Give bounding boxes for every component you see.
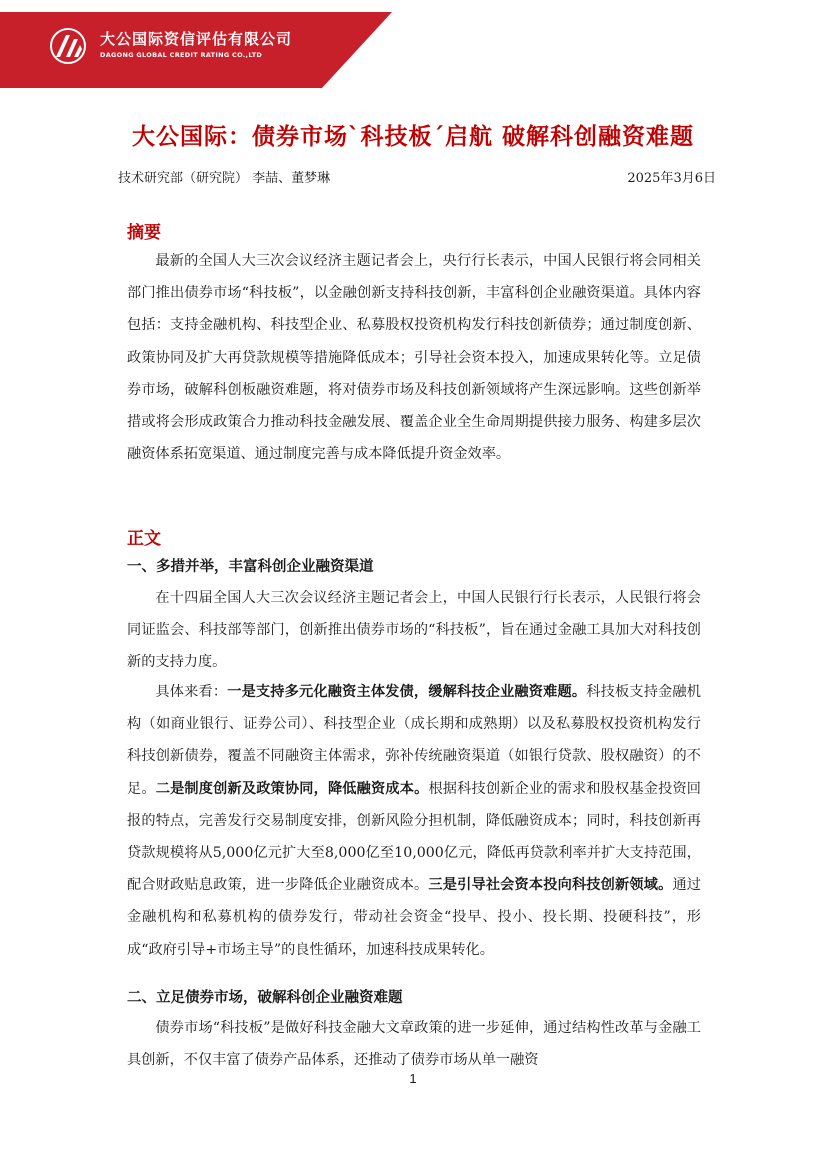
p2-text-3: 通过金融机构和私募机构的债券发行，带动社会资金“投早、投小、投长期、投硬科技”，形成“政府引导+市场主导”的良性循环，加速科技成果转化。 xyxy=(127,877,701,958)
section1-heading: 一、多措并举，丰富科创企业融资渠道 xyxy=(127,559,374,575)
company-name xyxy=(100,28,292,59)
p2-text-2: 根据科技创新企业的需求和股权基金投资回报的特点，完善发行交易制度安排，创新风险分担机制，降低融资成本；同时，科技创新再贷款规模将从5,000亿元扩大至8,000亿至10,000亿元，降低再贷款利率并扩大支持范围，配合财政贴息政策，进一步降低企业融资成本。 xyxy=(127,780,701,894)
section2-heading: 二、立足债券市场，破解科创企业融资难题 xyxy=(127,990,403,1006)
section1-paragraph-1: 在十四届全国人大三次会议经济主题记者会上，中国人民银行行长表示，人民银行将会同证监会、科技部等部门，创新推出债券市场的“科技板”，旨在通过金融工具加大对科技创新的支持力度。 xyxy=(127,590,701,671)
publish-date: 2025年3月6日 xyxy=(627,171,716,186)
company-logo-icon xyxy=(46,27,90,69)
section2-paragraph-1: 债券市场“科技板”是做好科技金融大文章政策的进一步延伸，通过结构性改革与金融工具创新，不仅丰富了债券产品体系，还推动了债券市场从单一融资 xyxy=(127,1020,701,1069)
body-heading: 正文 xyxy=(127,529,161,549)
document-title: 大公国际：债券市场ˋ科技板ˊ启航 破解科创融资难题 xyxy=(131,124,694,150)
p2-text-1: 科技板支持金融机构（如商业银行、证券公司）、科技型企业（成长期和成熟期）以及私募股权投资机构发行科技创新债券，覆盖不同融资主体需求，弥补传统融资渠道（如银行贷款、股权融资）的不足。 xyxy=(127,684,701,797)
byline: 技术研究部（研究院） 李喆、董梦琳 xyxy=(118,171,331,186)
company-name-en: DAGONG GLOBAL CREDIT RATING CO.,LTD xyxy=(100,51,263,59)
page-number: 1 xyxy=(409,1071,417,1086)
p2-point-2: 二是制度创新及政策协同，降低融资成本。 xyxy=(155,780,429,797)
abstract-paragraph: 最新的全国人大三次会议经济主题记者会上，央行行长表示，中国人民银行将会同相关部门推出债券市场“科技板”，以金融创新支持科技创新，丰富科创企业融资渠道。具体内容包括：支持金融机构、科技型企业、私募股权投资机构发行科技创新债券；通过制度创新、政策协同及扩大再贷款规模等措施降低成本；引导社会资本投入，加速成果转化等。立足债券市场，破解科创板融资难题，将对债券市场及科技创新领域将产生深远影响。这些创新举措或将会形成政策合力推动科技金融发展、覆盖企业全生命周期提供接力服务、构建多层次融资体系拓宽渠道、通过制度完善与成本降低提升资金效率。 xyxy=(127,253,701,463)
p2-point-3: 三是引导社会资本投向科技创新领域。 xyxy=(428,877,673,894)
section1-paragraph-2 xyxy=(127,676,701,966)
abstract-heading: 摘要 xyxy=(127,223,161,243)
p2-intro: 具体来看： xyxy=(155,684,228,700)
company-name-cn: 大公国际资信评估有限公司 xyxy=(100,30,293,48)
p2-point-1: 一是支持多元化融资主体发债，缓解科技企业融资难题。 xyxy=(227,684,587,700)
